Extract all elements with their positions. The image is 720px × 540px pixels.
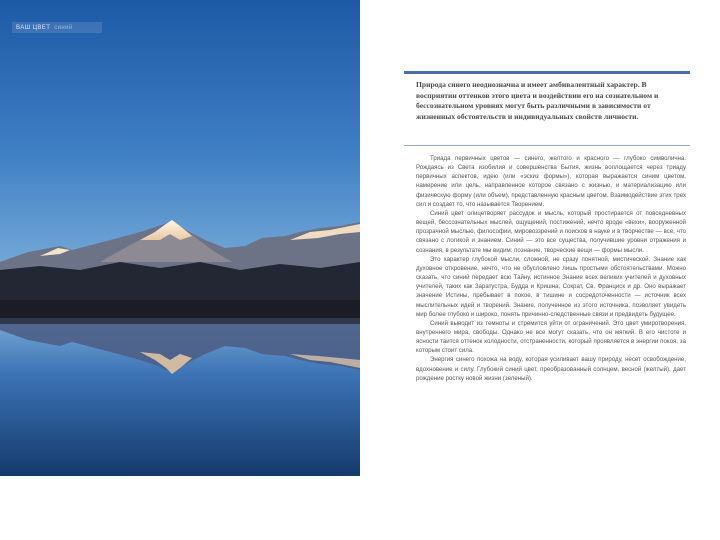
mountain-lake-photo [0,0,360,476]
body-paragraph: Синий выводит из темноты и стремится уйти от ограничений. Это цвет умиротворения, внутреннего мира, свободы. Однако не все могут сказать, что он мягкий. В его чистоте и ясности таится оттенок холодности, отстраненности, который проявляется в энергии покоя, за которым стоит сила. [416,319,686,355]
section-header [12,22,102,33]
body-paragraph: Синий цвет олицетворяет рассудок и мысль, который простирается от повседневных вещей, бессознательных мыслей, ощущений, постижений, нечто вроде «вехи», вооруженной прозрачной мыслью, философии, мировоззрений и поисков в науке и в творчестве — все, что связано с логикой и знанием. Синий — это все существа, получившие уровни отражения и сознания, в результате мы видим: познание, творческие вещи — формы мысли. [416,209,686,254]
section-label: ВАШ ЦВЕТ [16,24,51,31]
body-paragraph: Это характер глубокой мысли, сложной, не сразу понятной, мистической. Знание как духовное откровение, нечто, что не обусловлено лишь простыми обстоятельствами. Можно сказать, что синий передает всю Тайну, истинное Знание всех великих учителей и духовных учителей, таких как Заратустра, Будда и Кришна, Сократ, Св. Франциск и др. Оно выражает значение Истины, пребывает в покое, в тишине и сосредоточенности — источник всех мыслительных идей и творений. Знание, полученное из этого источника, позволяет увидеть мир более глубоко и широко, понять причинно-следственные связи и предвидеть будущее. [416,255,686,318]
separator-rule [404,145,690,146]
lead-paragraph: Природа синего неоднозначна и имеет амбивалентный характер. В восприятии оттенков этого цвета и воздействии его на сознательном и бессознательном уровнях могут быть различными в зависимости от жизненных обстоятельств и индивидуальных свойств личности. [416,80,659,121]
body-paragraph: Триада первичных цветов — синего, желтого и красного — глубоко символична. Рождаясь из Света изобилия и совершенства Бытия, жизнь воплощается через триаду первичных аспектов, идею (или «эскиз формы»), которая выражается синим цветом, намерение или цель, направленное которое связано с жизнью, и материализацию или физическую форму (или объем), представленную красным цветом. Взаимодействие этих трех сил и создает то, что называется Творением. [416,155,686,208]
body-text [416,154,686,383]
section-sublabel: синий [54,24,73,31]
accent-rule [404,71,690,74]
body-paragraph: Энергия синего похожа на воду, которая усиливает вашу природу, несет освобождение, вдохновение и силу. Глубокий синий цвет, преобразованный солнцем, весной (желтый), дает рождение ростку новой жизни (зеленый). [416,356,686,382]
